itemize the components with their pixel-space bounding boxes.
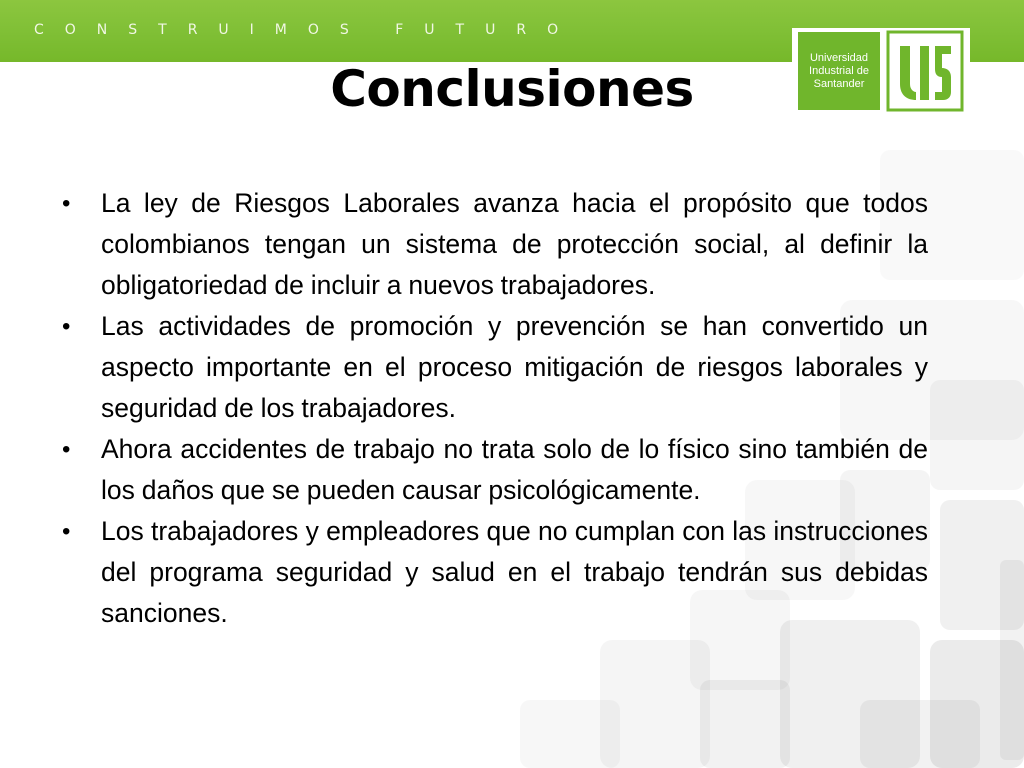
bullet-text: Ahora accidentes de trabajo no trata solo de lo físico sino también de los daños que se pueden causar psicológicamente. — [101, 434, 928, 505]
bullet-text: Los trabajadores y empleadores que no cumplan con las instrucciones del programa seguridad y salud en el trabajo tendrán sus debidas sanciones. — [101, 516, 928, 628]
bullet-dot-icon: • — [62, 313, 71, 340]
list-item — [60, 511, 928, 634]
list-item — [60, 429, 928, 511]
list-item — [60, 183, 928, 306]
logo-line-3: Santander — [813, 77, 865, 90]
banner-tagline: CONSTRUIMOS FUTURO — [34, 22, 580, 38]
bullet-text: La ley de Riesgos Laborales avanza hacia el propósito que todos colombianos tengan un sistema de protección social, al definir la obligatoriedad de incluir a nuevos trabajadores. — [101, 188, 928, 300]
slide-title: Conclusiones — [330, 60, 694, 118]
logo-line-2: Industrial de — [809, 64, 869, 77]
bullet-dot-icon: • — [62, 436, 71, 463]
bullet-dot-icon: • — [62, 518, 71, 545]
logo-line-1: Universidad — [809, 51, 869, 64]
list-item — [60, 306, 928, 429]
bullet-text: Las actividades de promoción y prevención se han convertido un aspecto importante en el proceso mitigación de riesgos laborales y seguridad de los trabajadores. — [101, 311, 928, 423]
conclusions-list — [60, 183, 928, 634]
bullet-dot-icon: • — [62, 190, 71, 217]
